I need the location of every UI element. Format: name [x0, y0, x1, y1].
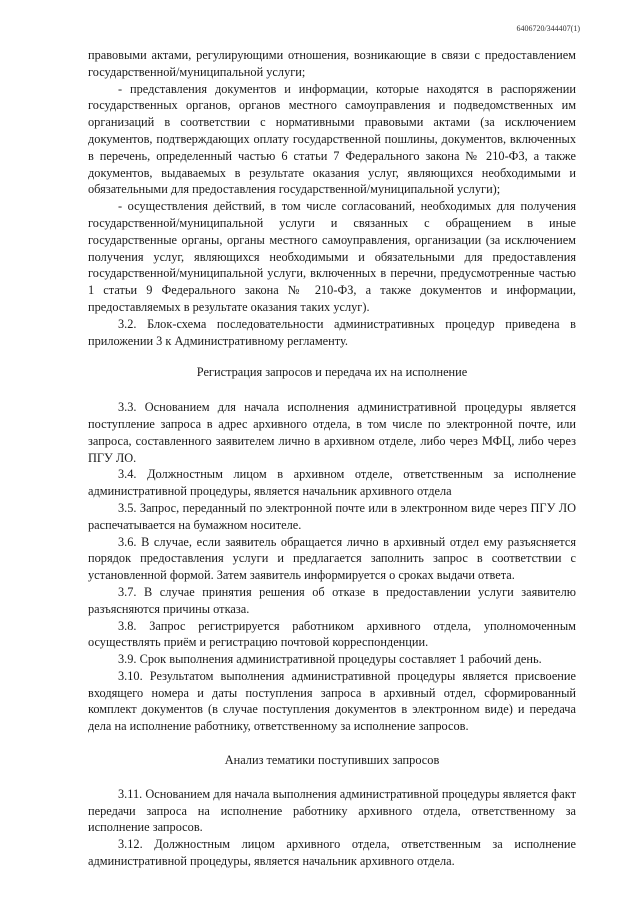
paragraph-3-8: 3.8. Запрос регистрируется работником архивного отдела, уполномоченным осуществлять приём и регистрацию почтовой корреспонденции. [88, 618, 576, 650]
paragraph-3-12: 3.12. Должностным лицом архивного отдела, ответственным за исполнение административной процедуры, является начальник архивного отдела. [88, 837, 576, 869]
paragraph-documents-info: - представления документов и информации, которые находятся в распоряжении государственных органов, органов местного самоуправления и подведомственных им организаций в соответствии с нормативными правовыми актами (за исключением документов, подтверждающих оплату государственной пошлины, документов, включенных в перечень, определенный частью 6 статьи 7 Федерального закона № 210-ФЗ, а также документов, выдаваемых в результате оказания услуг, являющихся необходимыми и обязательными для предоставления государственной/муниципальной услуги); [88, 81, 576, 197]
section-heading-registration: Регистрация запросов и передача их на исполнение [196, 365, 468, 380]
paragraph-3-6: 3.6. В случае, если заявитель обращается лично в архивный отдел ему разъясняется порядок предоставления услуги и предлагается заполнить запрос в соответствии с установленной формой. Затем заявитель информируется о сроках выдачи ответа. [88, 534, 576, 583]
paragraph-3-10: 3.10. Результатом выполнения административной процедуры является присвоение входящего номера и даты поступления запроса в архивный отдел, сформированный комплект документов (в случае поступления документов в электронном виде) и передача дела на исполнение работнику, ответственному за исполнение запросов. [88, 668, 576, 734]
paragraph-3-5: 3.5. Запрос, переданный по электронной почте или в электронном виде через ПГУ ЛО распечатывается на бумажном носителе. [88, 500, 576, 532]
paragraph-3-4: 3.4. Должностным лицом в архивном отделе, ответственным за исполнение административной процедуры, является начальник архивного отдела [88, 467, 576, 499]
paragraph-3-3: 3.3. Основанием для начала исполнения административной процедуры является поступление запроса в адрес архивного отдела, в том числе по электронной почте, или запроса, составленного заявителем лично в архивном отделе, либо через МФЦ, либо через ПГУ ЛО. [88, 400, 576, 465]
paragraph-continuation: правовыми актами, регулирующими отношения, возникающие в связи с предоставлением государственной/муниципальной услуги; [88, 48, 576, 79]
paragraph-3-7: 3.7. В случае принятия решения об отказе в предоставлении услуги заявителю разъясняются причины отказа. [88, 584, 576, 616]
section-heading-analysis: Анализ тематики поступивших запросов [224, 753, 440, 768]
paragraph-actions: - осуществления действий, в том числе согласований, необходимых для получения государственной/муниципальной услуги и связанных с обращением в иные государственные органы, органы местного самоуправления, организации (за исключением получения услуг, являющихся необходимыми и обязательными для предоставления государственной/муниципальной услуги, включенных в перечни, предусмотренные частью 1 статьи 9 Федерального закона № 210-ФЗ, а также документов и информации, предоставляемых в результате оказания таких услуг). [88, 199, 576, 314]
paragraph-3-9: 3.9. Срок выполнения административной процедуры составляет 1 рабочий день. [118, 652, 542, 667]
document-page [88, 47, 576, 870]
document-id: 6406720/344407(1) [516, 24, 580, 33]
paragraph-3-2: 3.2. Блок-схема последовательности административных процедур приведена в приложении 3 к Административному регламенту. [88, 316, 576, 348]
paragraph-3-11: 3.11. Основанием для начала выполнения административной процедуры является факт передачи запроса на исполнение работнику архивного отдела, ответственному за исполнение запросов. [88, 786, 576, 835]
